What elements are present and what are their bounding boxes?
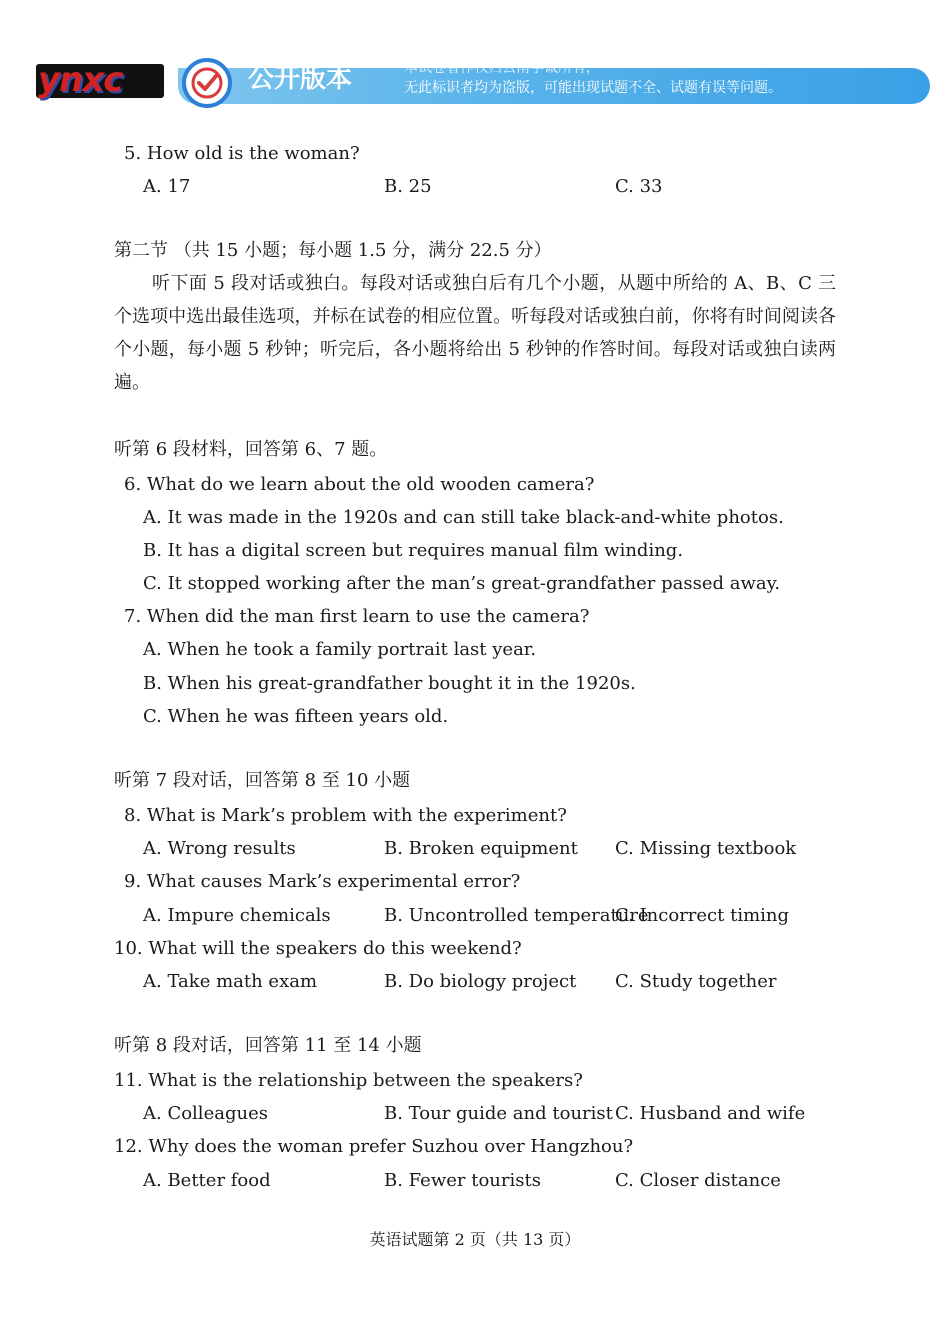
question-7-option-a: A. When he took a family portrait last year. [143,639,537,660]
question-5-option-a: A. 17 [143,176,191,197]
notice-line-2: 无此标识者均为盗版，可能出现试题不全、试题有误等问题。 [404,80,782,96]
question-11-stem: 11. What is the relationship between the speakers? [114,1070,583,1091]
question-6-option-a: A. It was made in the 1920s and can still take black-and-white photos. [143,507,784,528]
notice-line-1: 本试卷著作权归云南学诚所有， [404,60,600,76]
question-12-option-a: A. Better food [143,1170,271,1191]
badge-title: 公开版本 [248,64,353,94]
question-10-option-c: C. Study together [615,971,777,992]
part-8-heading: 听第 8 段对话，回答第 11 至 14 小题 [114,1035,422,1056]
question-9-stem: 9. What causes Mark’s experimental error? [124,871,521,892]
question-9-option-a: A. Impure chemicals [143,905,331,926]
question-8-option-b: B. Broken equipment [384,838,578,859]
section-2-instructions: 听下面 5 段对话或独白。每段对话或独白后有几个小题，从题中所给的 A、B、C 三个选项中选出最佳选项，并标在试卷的相应位置。听每段对话或独白前，你将有时间阅读各个小题，每小题 5 秒钟；听完后，各小题将给出 5 秒钟的作答时间。每段对话或独白读两遍。 [114,273,836,393]
question-12-stem: 12. Why does the woman prefer Suzhou over Hangzhou? [114,1136,634,1157]
question-5-option-c: C. 33 [615,176,663,197]
question-8-option-c: C. Missing textbook [615,838,797,859]
question-6-option-c: C. It stopped working after the man’s great-grandfather passed away. [143,573,781,594]
question-11-option-c: C. Husband and wife [615,1103,806,1124]
part-7-heading: 听第 7 段对话，回答第 8 至 10 小题 [114,770,411,791]
question-7-option-c: C. When he was fifteen years old. [143,706,449,727]
question-12-option-c: C. Closer distance [615,1170,781,1191]
question-7-stem: 7. When did the man first learn to use the camera? [124,606,590,627]
question-5-option-b: B. 25 [384,176,432,197]
question-10-stem: 10. What will the speakers do this weekend? [114,938,522,959]
question-10-option-a: A. Take math exam [143,971,318,992]
question-6-option-b: B. It has a digital screen but requires manual film winding. [143,540,684,561]
question-8-stem: 8. What is Mark’s problem with the experiment? [124,805,567,826]
question-12-option-b: B. Fewer tourists [384,1170,541,1191]
section-2-heading: 第二节 （共 15 小题；每小题 1.5 分，满分 22.5 分） [114,240,552,261]
question-9-option-c: C. Incorrect timing [615,905,790,926]
anti-piracy-notice [404,58,782,98]
question-6-stem: 6. What do we learn about the old wooden camera? [124,474,595,495]
checkmark-badge-icon [182,58,232,108]
question-11-option-b: B. Tour guide and tourist [384,1103,613,1124]
question-9-option-b: B. Uncontrolled temperature [384,905,649,926]
publisher-logo: ynxc [38,60,123,100]
question-11-option-a: A. Colleagues [143,1103,268,1124]
part-6-heading: 听第 6 段材料，回答第 6、7 题。 [114,439,388,460]
question-8-option-a: A. Wrong results [143,838,296,859]
question-5-stem: 5. How old is the woman? [124,143,360,164]
page-footer: 英语试题第 2 页（共 13 页） [369,1230,581,1249]
question-7-option-b: B. When his great-grandfather bought it in the 1920s. [143,673,636,694]
question-10-option-b: B. Do biology project [384,971,577,992]
